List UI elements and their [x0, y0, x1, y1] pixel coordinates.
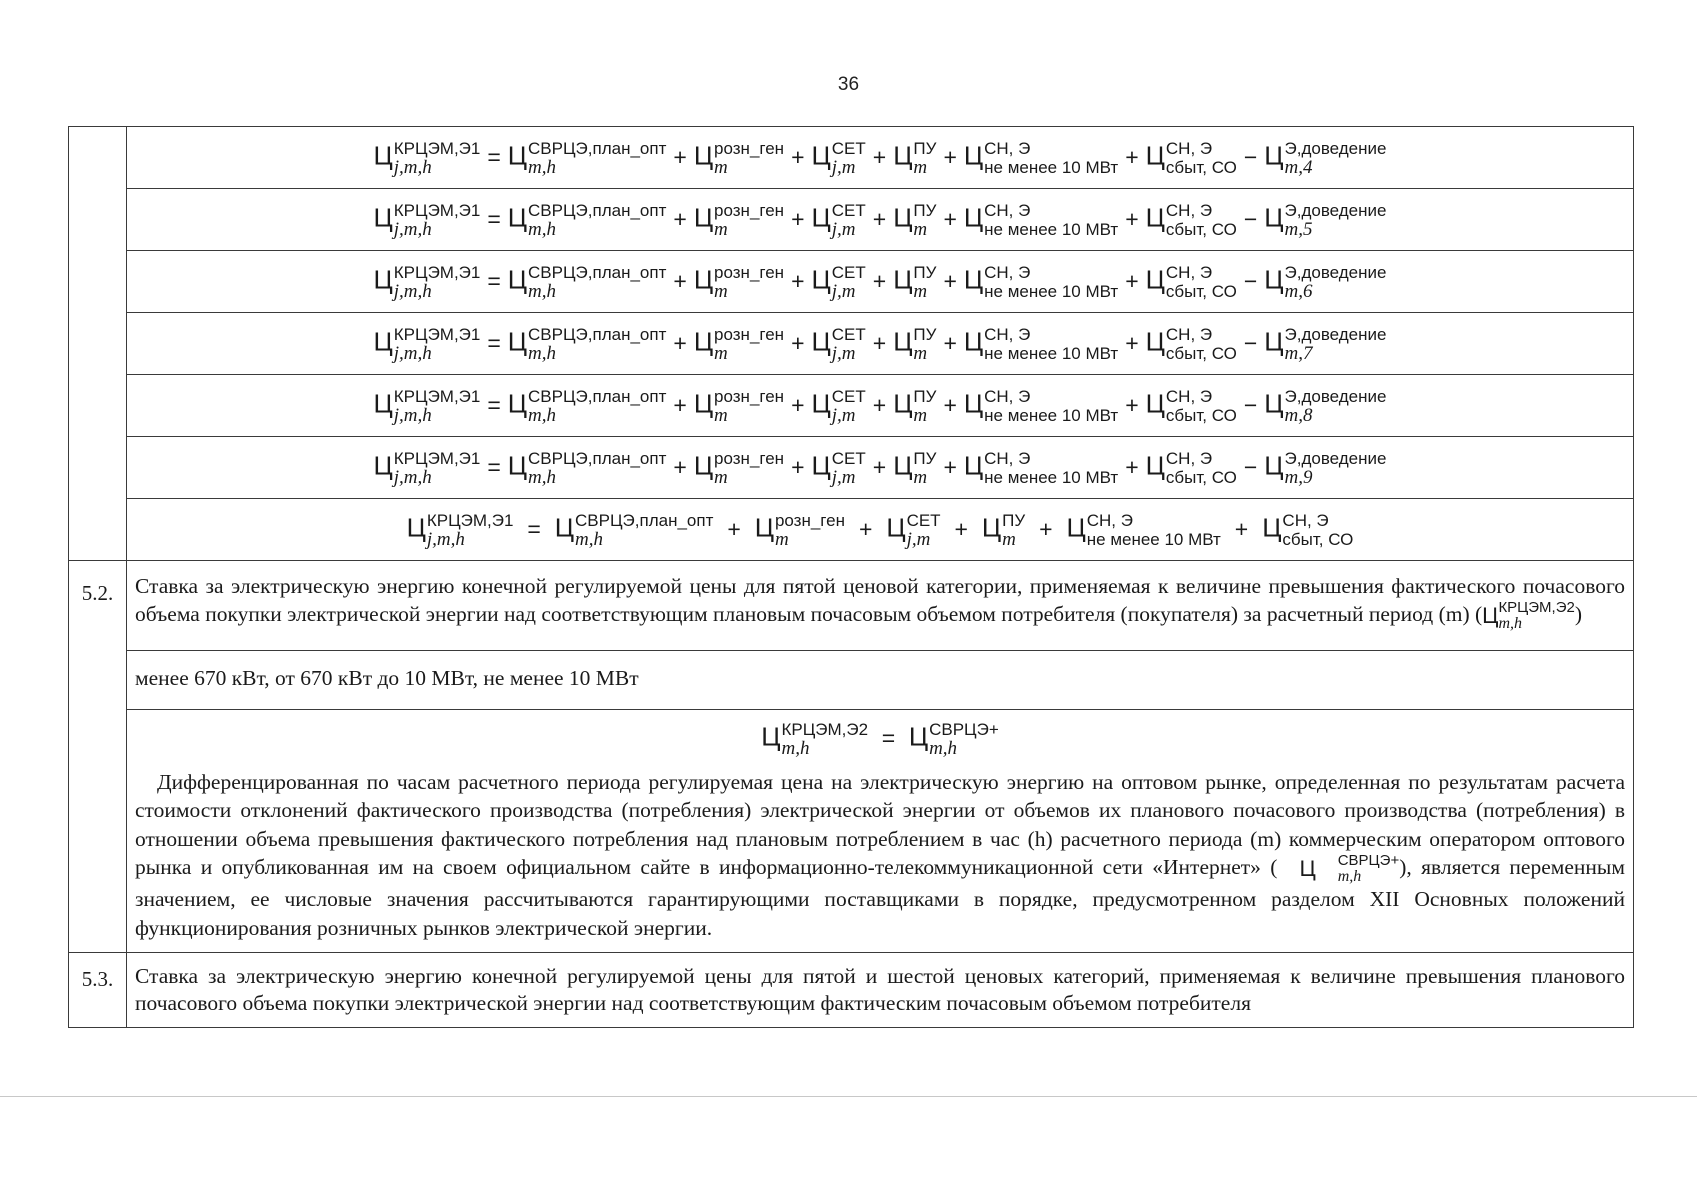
table-row — [69, 127, 1634, 189]
formula-row: Ц КРЦЭМ,Э1 j,m,h = Ц СВРЦЭ,план_опт m,h + Ц розн_ген m + Ц СЕТ j,m + Ц ПУ m + Ц СН, Э не менее 10 МВт + Ц СН, Э сбыт, СО − Ц Э,доведение m,4 — [373, 138, 1387, 178]
formula-cell — [127, 499, 1634, 561]
formula-inline-svrc-plus: Ц СВРЦЭ+ m,h — [1299, 852, 1400, 886]
formula-row: Ц КРЦЭМ,Э1 j,m,h = Ц СВРЦЭ,план_опт m,h + Ц розн_ген m + Ц СЕТ j,m + Ц ПУ m + Ц СН, Э не менее 10 МВт + Ц СН, Э сбыт, СО − Ц Э,доведение m,6 — [373, 262, 1387, 302]
voltage-levels: менее 670 кВт, от 670 кВт до 10 МВт, не менее 10 МВт — [127, 650, 1634, 709]
section-5-2-description — [127, 709, 1634, 953]
formula-cell — [127, 437, 1634, 499]
formula-inline-krc2: Ц КРЦЭМ,Э2 m,h — [1482, 598, 1575, 632]
table-row — [69, 709, 1634, 953]
formula-cell — [127, 251, 1634, 313]
formula-cell — [127, 127, 1634, 189]
table-row — [69, 560, 1634, 650]
table-row — [69, 650, 1634, 709]
table-row — [69, 499, 1634, 561]
section-5-2-text: Ставка за электрическую энергию конечной регулируемой цены для пятой ценовой категории, применяемая к величине превышения фактического почасового объема покупки электрической энергии над соответствующим плановым почасовым объемом потребителя (покупателя) за расчетный период (m) (Ц КРЦЭМ,Э2 m,h ) — [127, 560, 1634, 650]
table-row — [69, 437, 1634, 499]
formula-final: Ц КРЦЭМ,Э1 j,m,h = Ц СВРЦЭ,план_опт m,h + Ц розн_ген m + Ц СЕТ j,m + Ц ПУ m + Ц СН, Э не менее 10 МВт + Ц СН, Э сбыт, СО — [406, 510, 1354, 550]
table-row — [69, 251, 1634, 313]
formula-row: Ц КРЦЭМ,Э1 j,m,h = Ц СВРЦЭ,план_опт m,h + Ц розн_ген m + Ц СЕТ j,m + Ц ПУ m + Ц СН, Э не менее 10 МВт + Ц СН, Э сбыт, СО − Ц Э,доведение m,8 — [373, 386, 1387, 426]
table-row — [69, 313, 1634, 375]
section-5-3-text: Ставка за электрическую энергию конечной регулируемой цены для пятой и шестой ценовых категорий, применяемая к величине превышения планового почасового объема покупки электрической энергии над соответствующим фактическим почасовым объемом потребителя — [127, 953, 1634, 1028]
formula-row: Ц КРЦЭМ,Э1 j,m,h = Ц СВРЦЭ,план_опт m,h + Ц розн_ген m + Ц СЕТ j,m + Ц ПУ m + Ц СН, Э не менее 10 МВт + Ц СН, Э сбыт, СО − Ц Э,доведение m,7 — [373, 324, 1387, 364]
table-row — [69, 953, 1634, 1028]
section-number: 5.3. — [69, 953, 127, 1028]
formula-cell — [127, 189, 1634, 251]
page-bottom-rule — [0, 1096, 1697, 1097]
page-number: 36 — [837, 74, 860, 95]
description-paragraph: Дифференцированная по часам расчетного периода регулируемая цена на электрическую энергию на оптовом рынке, определенная по результатам расчета стоимости отклонений фактического производства (потребления) электрической энергии от объемов их планового почасового производства (потребления) в отношении объема превышения фактического потребления над плановым потреблением в час (h) расчетного периода (m) коммерческим оператором оптового рынка и опубликованная им на своем официальном сайте в информационно-телекоммуникационной сети «Интернет» ( Ц СВРЦЭ+ m,h ), является переменным значением, ее числовые значения рассчитываются гарантирующими поставщиками в порядке, предусмотренном разделом XII Основных положений функционирования розничных рынков электрической энергии. — [135, 769, 1625, 940]
tariff-table-continued — [68, 560, 1634, 1029]
formula-cell — [127, 313, 1634, 375]
formula-row: Ц КРЦЭМ,Э1 j,m,h = Ц СВРЦЭ,план_опт m,h + Ц розн_ген m + Ц СЕТ j,m + Ц ПУ m + Ц СН, Э не менее 10 МВт + Ц СН, Э сбыт, СО − Ц Э,доведение m,5 — [373, 200, 1387, 240]
tariff-table — [68, 126, 1634, 561]
table-row — [69, 189, 1634, 251]
section-number-empty — [69, 127, 127, 561]
formula-cell — [127, 375, 1634, 437]
formula-row: Ц КРЦЭМ,Э1 j,m,h = Ц СВРЦЭ,план_опт m,h + Ц розн_ген m + Ц СЕТ j,m + Ц ПУ m + Ц СН, Э не менее 10 МВт + Ц СН, Э сбыт, СО − Ц Э,доведение m,9 — [373, 448, 1387, 488]
formula-krc2: Ц КРЦЭМ,Э2 m,h = Ц СВРЦЭ+ m,h — [761, 719, 999, 759]
section-number: 5.2. — [69, 560, 127, 953]
table-row — [69, 375, 1634, 437]
